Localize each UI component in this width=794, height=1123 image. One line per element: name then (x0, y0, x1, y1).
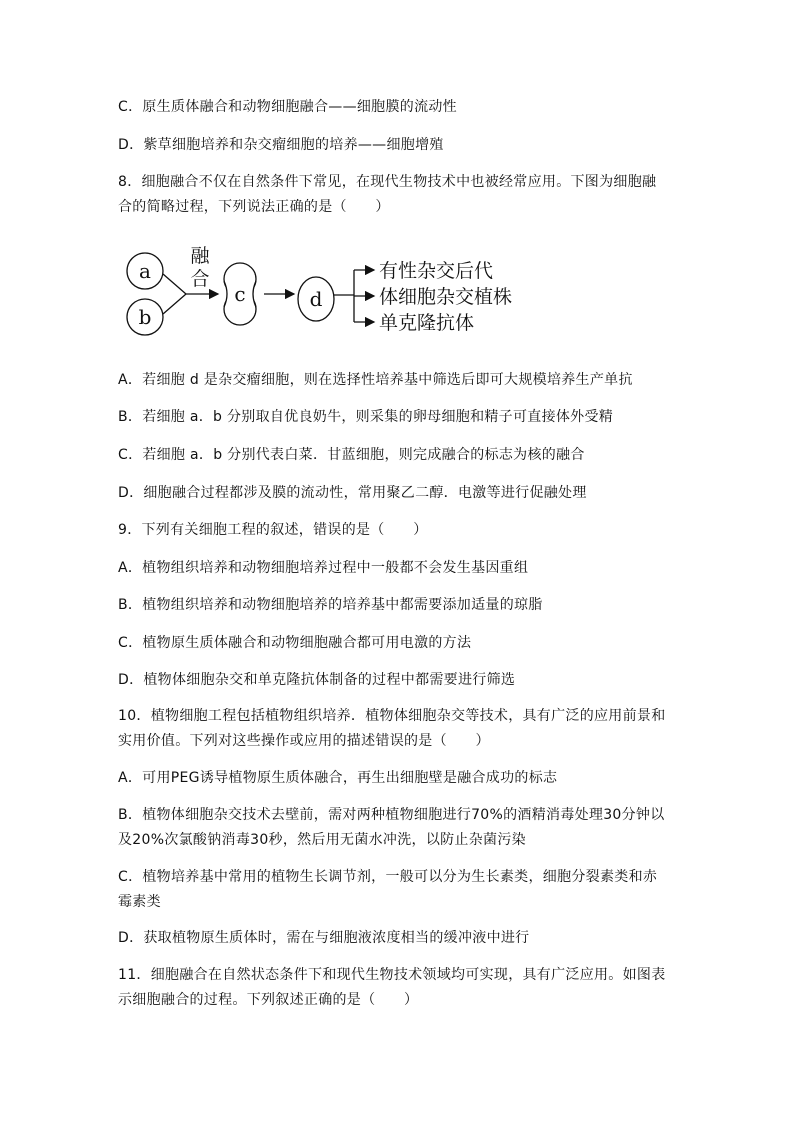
option-d-q8: D．细胞融合过程都涉及膜的流动性，常用聚乙二醇．电激等进行促融处理 (118, 485, 587, 501)
cell-d-label: d (309, 287, 323, 311)
cell-fusion-diagram (118, 236, 538, 346)
option-b-q10-line-1: B．植物体细胞杂交技术去壁前，需对两种植物细胞进行70%的酒精消毒处理30分钟以 (118, 807, 665, 823)
option-a-q8: A．若细胞 d 是杂交瘤细胞，则在选择性培养基中筛选后即可大规模培养生产单抗 (118, 372, 633, 388)
question-11-stem-line-2: 示细胞融合的过程。下列叙述正确的是（ ） (118, 992, 419, 1008)
fuse-label-2: 合 (190, 268, 210, 290)
option-a-q10: A．可用PEG诱导植物原生质体融合，再生出细胞壁是融合成功的标志 (118, 770, 558, 786)
outcome-sexual-hybrid: 有性杂交后代 (379, 260, 494, 282)
cell-b-label: b (138, 305, 152, 329)
cell-a-label: a (139, 259, 151, 283)
option-c-q8: C．若细胞 a．b 分别代表白菜．甘蓝细胞，则完成融合的标志为核的融合 (118, 447, 585, 463)
option-b-q10-line-2: 及20%次氯酸钠消毒30秒，然后用无菌水冲洗，以防止杂菌污染 (118, 832, 526, 848)
option-a-q9: A．植物组织培养和动物细胞培养过程中一般都不会发生基因重组 (118, 560, 529, 576)
option-b-q8: B．若细胞 a．b 分别取自优良奶牛，则采集的卵母细胞和精子可直接体外受精 (118, 409, 614, 425)
option-c-q10-line-2: 霉素类 (118, 894, 161, 910)
question-10-stem-line-2: 实用价值。下列对这些操作或应用的描述错误的是（ ） (118, 733, 490, 749)
converge-lines (163, 274, 186, 314)
outcome-somatic-hybrid: 体细胞杂交植株 (379, 286, 513, 308)
option-c-q9: C．植物原生质体融合和动物细胞融合都可用电激的方法 (118, 635, 472, 651)
outcome-monoclonal-antibody: 单克隆抗体 (379, 312, 475, 334)
fuse-label-1: 融 (190, 245, 210, 267)
option-c-q7: C．原生质体融合和动物细胞融合——细胞膜的流动性 (118, 99, 457, 115)
question-11-stem-line-1: 11．细胞融合在自然状态条件下和现代生物技术领域均可实现，具有广泛应用。如图表 (118, 967, 666, 983)
option-d-q9: D．植物体细胞杂交和单克隆抗体制备的过程中都需要进行筛选 (118, 672, 516, 688)
question-10-stem-line-1: 10．植物细胞工程包括植物组织培养．植物体细胞杂交等技术，具有广泛的应用前景和 (118, 708, 666, 724)
option-c-q10-line-1: C．植物培养基中常用的植物生长调节剂，一般可以分为生长素类，细胞分裂素类和赤 (118, 869, 658, 885)
option-d-q10: D．获取植物原生质体时，需在与细胞液浓度相当的缓冲液中进行 (118, 930, 530, 946)
question-8-stem-line-2: 合的简略过程，下列说法正确的是（ ） (118, 199, 390, 215)
cell-c-label: c (234, 282, 246, 306)
option-b-q9: B．植物组织培养和动物细胞培养的培养基中都需要添加适量的琼脂 (118, 597, 543, 613)
question-8-stem-line-1: 8．细胞融合不仅在自然条件下常见，在现代生物技术中也被经常应用。下图为细胞融 (118, 174, 657, 190)
question-9-stem: 9．下列有关细胞工程的叙述，错误的是（ ） (118, 522, 428, 538)
option-d-q7: D．紫草细胞培养和杂交瘤细胞的培养——细胞增殖 (118, 137, 444, 153)
